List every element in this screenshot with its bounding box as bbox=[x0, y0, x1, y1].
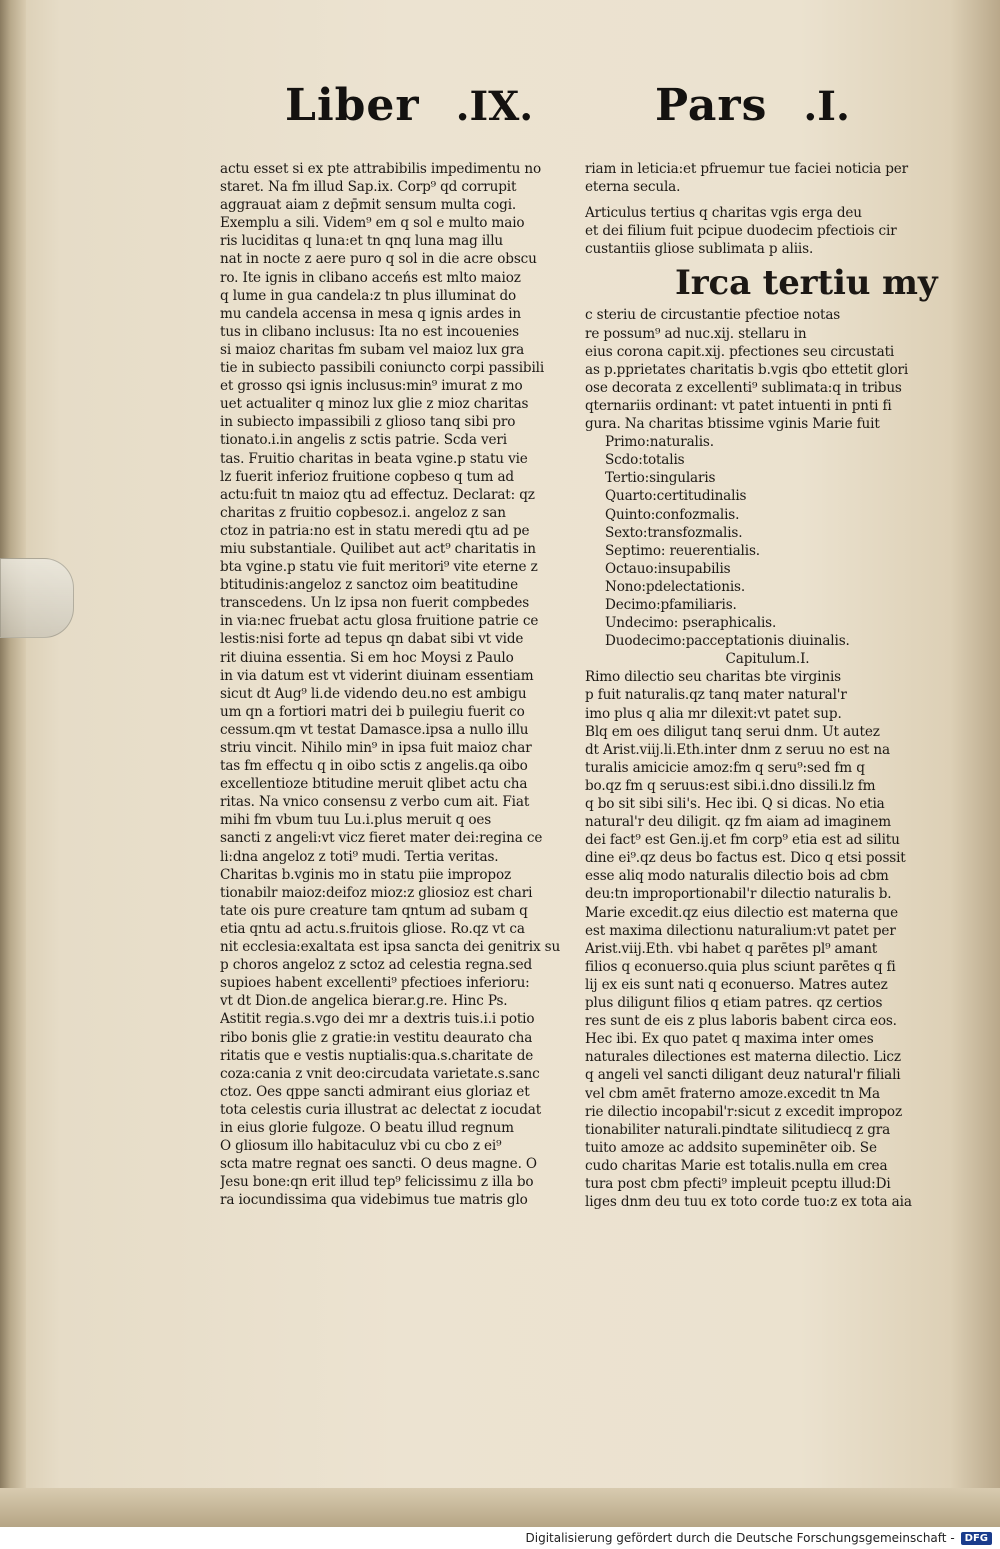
text-line: cessum.qm vt testat Damasce.ipsa a nullo illu bbox=[220, 721, 529, 738]
text-line: tionabiliter naturali.pindtate silitudiecq z gra bbox=[585, 1121, 891, 1138]
column-continuation bbox=[585, 160, 920, 196]
text-line: Charitas b.vginis mo in statu piie impropoz bbox=[220, 866, 512, 883]
text-line: plus diligunt filios q etiam patres. qz certios bbox=[585, 995, 883, 1012]
intro-paragraph bbox=[585, 306, 920, 433]
text-line: Jesu bone:qn erit illud tep⁹ felicissimu z illa bo bbox=[220, 1174, 534, 1191]
list-item: Sexto:transfozmalis. bbox=[605, 524, 743, 541]
text-line: nat in nocte z aere puro q sol in die acre obscu bbox=[220, 251, 537, 268]
text-line: coza:cania z vnit deo:circudata varietate.s.sanc bbox=[220, 1065, 540, 1082]
text-line: natural'r deu diligit. qz fm aiam ad imaginem bbox=[585, 814, 891, 831]
text-line: deu:tn improportionabil'r dilectio naturalis b. bbox=[585, 886, 892, 903]
text-line: imo plus q alia mr dilexit:vt patet sup. bbox=[585, 705, 842, 722]
article-line: et dei filium fuit pcipue duodecim pfectiois cir bbox=[585, 223, 897, 240]
text-line: tas. Fruitio charitas in beata vgine.p statu vie bbox=[220, 450, 528, 467]
text-line: scta matre regnat oes sancti. O deus magne. O bbox=[220, 1156, 537, 1173]
running-head-right bbox=[655, 80, 850, 140]
text-line: ro. Ite ignis in clibano acceńs est mlto maioz bbox=[220, 269, 521, 286]
text-line: in via datum est vt viderint diuinam essentiam bbox=[220, 667, 534, 684]
text-line: cudo charitas Marie est totalis.nulla em crea bbox=[585, 1157, 888, 1174]
text-line: eterna secula. bbox=[585, 179, 681, 196]
text-line: bo.qz fm q seruus:est sibi.i.dno dissili.lz fm bbox=[585, 777, 876, 794]
text-line: Hec ibi. Ex quo patet q maxima inter omes bbox=[585, 1031, 874, 1048]
text-line: nit ecclesia:exaltata est ipsa sancta dei genitrix su bbox=[220, 939, 561, 956]
text-line: esse aliq modo naturalis dilectio bois ad cbm bbox=[585, 868, 889, 885]
book-number: .IX. bbox=[455, 83, 534, 130]
left-text-column bbox=[220, 160, 565, 1209]
list-item: Tertio:singularis bbox=[605, 470, 716, 487]
text-line: si maioz charitas fm subam vel maioz lux gra bbox=[220, 341, 525, 358]
text-line: excellentioze btitudine meruit qlibet actu cha bbox=[220, 776, 528, 793]
text-line: in eius glorie fulgoze. O beatu illud regnum bbox=[220, 1119, 514, 1136]
part-number: .I. bbox=[803, 83, 850, 130]
list-item: Primo:naturalis. bbox=[605, 434, 714, 451]
text-line: tota celestis curia illustrat ac delectat z iocudat bbox=[220, 1101, 542, 1118]
perfections-list bbox=[585, 433, 920, 650]
text-line: liges dnm deu tuu ex toto corde tuo:z ex tota aia bbox=[585, 1194, 912, 1211]
list-item: Decimo:pfamiliaris. bbox=[605, 596, 737, 613]
text-line: supioes habent excellenti⁹ pfectioes inferioru: bbox=[220, 975, 530, 992]
text-line: staret. Na fm illud Sap.ix. Corp⁹ qd corrupit bbox=[220, 179, 517, 196]
text-line: in via:nec fruebat actu glosa fruitione patrie ce bbox=[220, 613, 539, 630]
list-item: Octauo:insupabilis bbox=[605, 560, 731, 577]
article-heading bbox=[585, 204, 920, 258]
text-line: p fuit naturalis.qz tanq mater natural'r bbox=[585, 687, 847, 704]
text-line: res sunt de eis z plus laboris babent circa eos. bbox=[585, 1013, 897, 1030]
digitization-footer bbox=[0, 1527, 1000, 1549]
text-line: ris luciditas q luna:et tn qnq luna mag illu bbox=[220, 233, 504, 250]
text-line: qternariis ordinant: vt patet intuenti in pnti fi bbox=[585, 397, 892, 414]
text-line: vel cbm amēt fraterno amoze.excedit tn Ma bbox=[585, 1085, 880, 1102]
text-line: est maxima dilectionu naturalium:vt patet per bbox=[585, 922, 896, 939]
text-line: ritatis que e vestis nuptialis:qua.s.charitate de bbox=[220, 1047, 534, 1064]
text-line: lz fuerit inferioz fruitione copbeso q tum ad bbox=[220, 468, 514, 485]
decorated-initial-line: Irca tertiu my bbox=[675, 263, 938, 304]
text-line: transcedens. Un lz ipsa non fuerit compbedes bbox=[220, 595, 530, 612]
text-line: eius corona capit.xij. pfectiones seu circustati bbox=[585, 343, 895, 360]
text-line: gura. Na charitas btissime vginis Marie fuit bbox=[585, 416, 880, 433]
text-line: Arist.viij.Eth. vbi habet q parētes pl⁹ amant bbox=[585, 940, 878, 957]
text-line: charitas z fruitio copbesoz.i. angeloz z san bbox=[220, 504, 506, 521]
text-line: q bo sit sibi sili's. Hec ibi. Q si dicas. No etia bbox=[585, 796, 885, 812]
chapter-heading: Capitulum.I. bbox=[725, 651, 810, 668]
text-line: turalis amicicie amoz:fm q seru⁹:sed fm q bbox=[585, 759, 865, 776]
text-line: ctoz. Oes qppe sancti admirant eius gloriaz et bbox=[220, 1083, 530, 1100]
text-line: O gliosum illo habitaculuz vbi cu cbo z ei⁹ bbox=[220, 1138, 502, 1155]
funding-credit: Digitalisierung gefördert durch die Deutsche Forschungsgemeinschaft - bbox=[525, 1531, 955, 1545]
text-line: rit diuina essentia. Si em hoc Moysi z Paulo bbox=[220, 649, 514, 666]
text-line: mihi fm vbum tuu Lu.i.plus meruit q oes bbox=[220, 812, 492, 829]
text-line: in subiecto impassibili z glioso tanq sibi pro bbox=[220, 414, 516, 431]
text-line: vt dt Dion.de angelica bierar.g.re. Hinc Ps. bbox=[220, 993, 508, 1010]
text-line: c steriu de circustantie pfectioe notas bbox=[585, 307, 841, 324]
text-line: ribo bonis glie z gratie:in vestitu deaurato cha bbox=[220, 1029, 533, 1046]
text-line: lestis:nisi forte ad tepus qn dabat sibi vt vide bbox=[220, 631, 524, 648]
text-line: lij ex eis sunt nati q econuerso. Matres autez bbox=[585, 976, 888, 993]
text-line: tie in subiecto passibili coniuncto corpi passibili bbox=[220, 360, 545, 377]
article-line: Articulus tertius q charitas vgis erga deu bbox=[585, 205, 862, 222]
text-line: bta vgine.p statu vie fuit meritori⁹ vite eterne z bbox=[220, 559, 538, 576]
text-line: etia qntu ad actu.s.fruitois gliose. Ro.qz vt ca bbox=[220, 920, 525, 937]
text-line: tionabilr maioz:deifoz mioz:z gliosioz est chari bbox=[220, 884, 533, 901]
list-item: Undecimo: pseraphicalis. bbox=[605, 615, 777, 632]
list-item: Septimo: reuerentialis. bbox=[605, 542, 760, 559]
text-line: p choros angeloz z sctoz ad celestia regna.sed bbox=[220, 957, 533, 974]
text-line: re possum⁹ ad nuc.xij. stellaru in bbox=[585, 325, 807, 342]
text-line: q angeli vel sancti diligant deuz natural'r filiali bbox=[585, 1067, 901, 1084]
text-line: tionato.i.in angelis z sctis patrie. Scda veri bbox=[220, 432, 507, 449]
text-line: ose decorata z excellenti⁹ sublimata:q in tribus bbox=[585, 379, 902, 396]
text-line: Blq em oes diligut tanq serui dnm. Ut autez bbox=[585, 723, 880, 740]
book-label: Liber bbox=[285, 80, 420, 131]
text-line: sancti z angeli:vt vicz fieret mater dei:regina ce bbox=[220, 830, 543, 847]
text-line: btitudinis:angeloz z sanctoz oim beatitudine bbox=[220, 577, 518, 594]
text-line: actu esset si ex pte attrabibilis impedimentu no bbox=[220, 161, 542, 177]
text-line: tas fm effectu q in oibo sctis z angelis.qa oibo bbox=[220, 758, 528, 775]
part-label: Pars bbox=[655, 80, 768, 131]
text-line: et grosso qsi ignis inclusus:min⁹ imurat z mo bbox=[220, 378, 523, 395]
page-clip bbox=[0, 558, 74, 638]
page-bottom-edge bbox=[0, 1488, 1000, 1527]
text-line: q lume in gua candela:z tn plus illuminat do bbox=[220, 287, 517, 304]
text-line: Astitit regia.s.vgo dei mr a dextris tuis.i.i potio bbox=[220, 1011, 535, 1028]
article-line: custantiis gliose sublimata p aliis. bbox=[585, 241, 814, 258]
text-line: filios q econuerso.quia plus sciunt parētes q fi bbox=[585, 958, 896, 975]
text-line: Rimo dilectio seu charitas bte virginis bbox=[585, 669, 841, 686]
text-line: mu candela accensa in mesa q ignis ardes in bbox=[220, 305, 522, 322]
dfg-logo: DFG bbox=[961, 1532, 992, 1545]
text-line: ritas. Na vnico consensu z verbo cum ait. Fiat bbox=[220, 794, 530, 811]
list-item: Quinto:confozmalis. bbox=[605, 506, 740, 523]
text-line: actu:fuit tn maioz qtu ad effectuz. Declarat: qz bbox=[220, 486, 535, 503]
text-line: striu vincit. Nihilo min⁹ in ipsa fuit maioz char bbox=[220, 740, 532, 756]
text-line: naturales dilectiones est materna dilectio. Licz bbox=[585, 1049, 901, 1066]
text-line: miu substantiale. Quilibet aut act⁹ charitatis in bbox=[220, 540, 536, 557]
text-line: um qn a fortiori matri dei b puilegiu fuerit co bbox=[220, 703, 525, 720]
text-line: dei fact⁹ est Gen.ij.et fm corp⁹ etia est ad silitu bbox=[585, 832, 900, 849]
text-line: Exemplu a sili. Videm⁹ em q sol e multo maio bbox=[220, 215, 525, 232]
list-item: Duodecimo:pacceptationis diuinalis. bbox=[605, 633, 850, 650]
list-item: Quarto:certitudinalis bbox=[605, 488, 747, 505]
text-line: tura post cbm pfecti⁹ impleuit pceptu illud:Di bbox=[585, 1175, 891, 1192]
text-line: rie dilectio incopabil'r:sicut z excedit impropoz bbox=[585, 1103, 902, 1120]
text-line: sicut dt Aug⁹ li.de videndo deu.no est ambigu bbox=[220, 685, 527, 702]
list-item: Scdo:totalis bbox=[605, 452, 685, 469]
chapter-body bbox=[585, 668, 920, 1211]
text-line: tuito amoze ac addsito supeminēter oib. Se bbox=[585, 1139, 877, 1156]
running-head-left bbox=[285, 80, 533, 140]
text-line: Marie excedit.qz eius dilectio est materna que bbox=[585, 904, 899, 921]
text-line: tus in clibano inclusus: Ita no est incouenies bbox=[220, 323, 519, 340]
text-line: uet actualiter q minoz lux glie z mioz charitas bbox=[220, 396, 529, 413]
text-line: li:dna angeloz z toti⁹ mudi. Tertia veritas. bbox=[220, 848, 499, 865]
book-gutter bbox=[0, 0, 26, 1527]
right-text-column bbox=[585, 160, 938, 1211]
text-line: ctoz in patria:no est in statu meredi qtu ad pe bbox=[220, 522, 530, 539]
text-line: dine ei⁹.qz deus bo factus est. Dico q etsi possit bbox=[585, 850, 906, 867]
list-item: Nono:pdelectationis. bbox=[605, 578, 746, 595]
text-line: as p.pprietates charitatis b.vgis qbo ettetit glori bbox=[585, 361, 909, 378]
text-line: tate ois pure creature tam qntum ad subam q bbox=[220, 902, 528, 919]
text-line: dt Arist.viij.li.Eth.inter dnm z seruu no est na bbox=[585, 741, 890, 758]
text-line: aggrauat aiam z dep̄mit sensum multa cogi. bbox=[220, 197, 517, 214]
text-line: ra iocundissima qua videbimus tue matris glo bbox=[220, 1192, 528, 1209]
text-line: riam in leticia:et pfruemur tue faciei noticia per bbox=[585, 161, 909, 177]
